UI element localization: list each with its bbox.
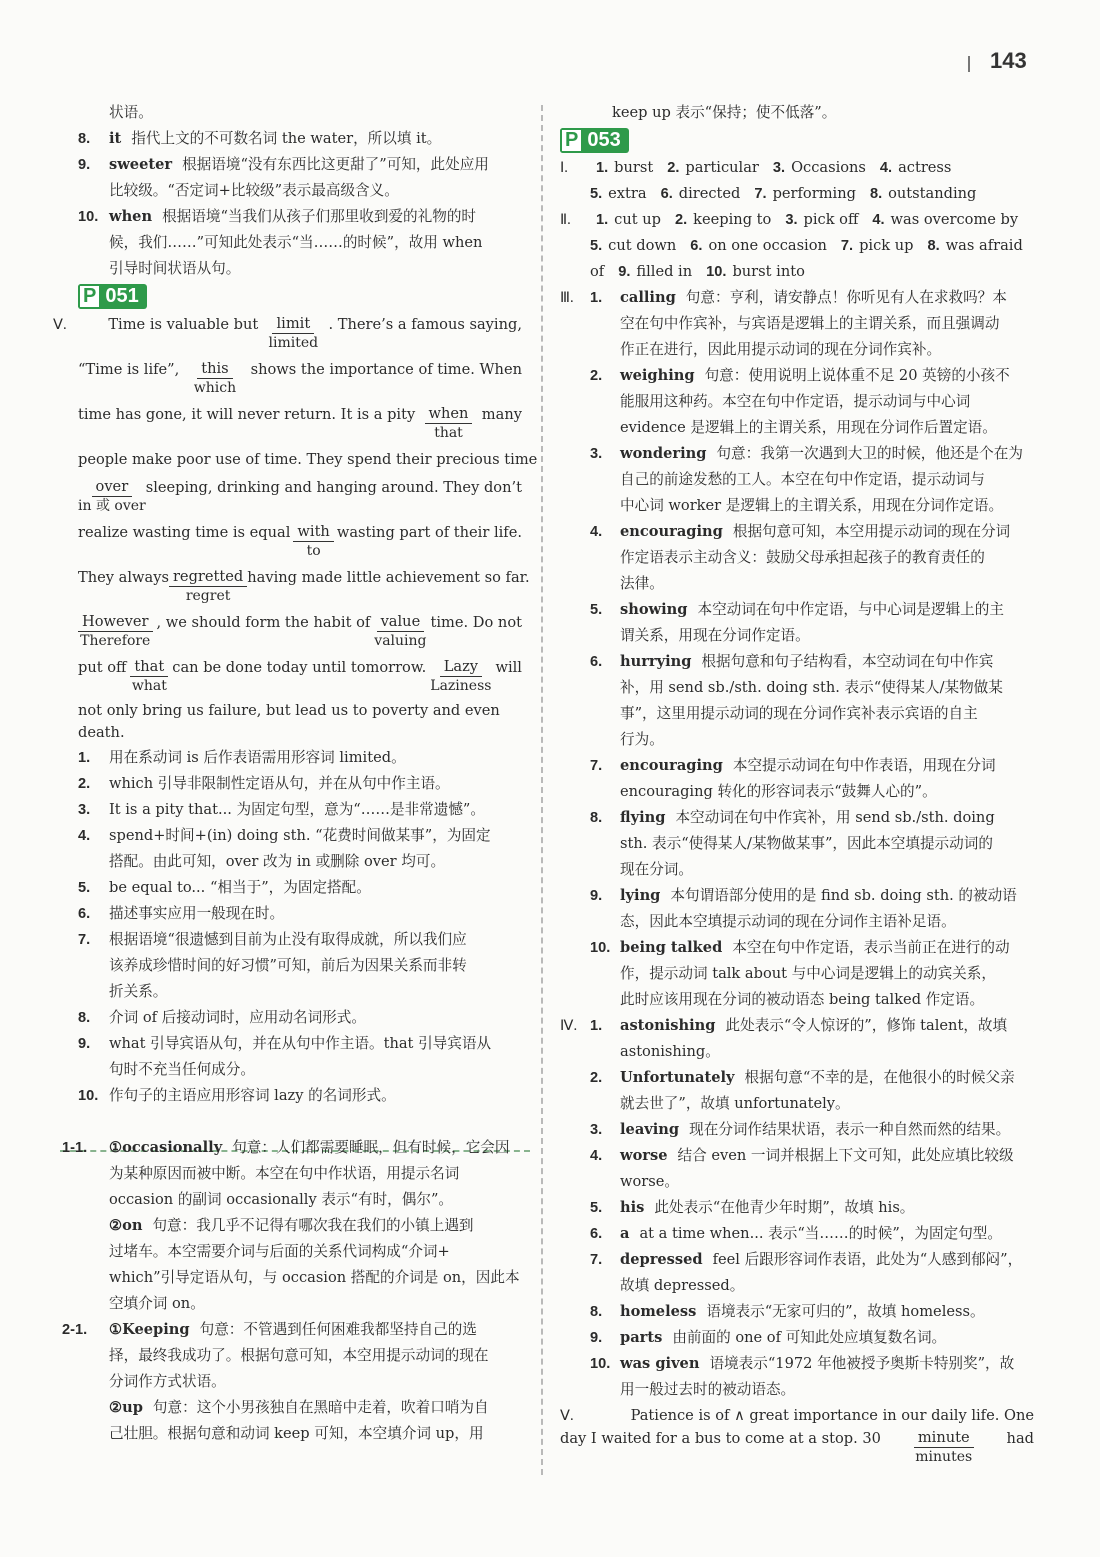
answer-word: Occasions — [791, 159, 866, 176]
answer-text: occasion 的副词 occasionally 表示“有时，偶尔”。 — [109, 1191, 454, 1208]
page-number: 143 — [990, 48, 1027, 73]
section-label: Ⅱ. — [560, 212, 571, 228]
item-number: 6. — [590, 1226, 603, 1242]
item-number: 1. — [78, 750, 91, 766]
answer-word: ①occasionally — [109, 1139, 223, 1156]
answer-word: directed — [678, 185, 741, 202]
answer-line — [560, 935, 1034, 961]
answer-word: was overcome by — [890, 211, 1019, 228]
answer-line — [560, 363, 1034, 389]
answer-line — [560, 883, 1034, 909]
answer-word: showing — [620, 601, 688, 618]
answer-word: it — [109, 130, 122, 147]
answer-line — [560, 1039, 1034, 1065]
item-number: 8. — [78, 131, 91, 147]
answer-text: 就去世了”，故填 unfortunately。 — [620, 1095, 850, 1112]
item-number: 1. — [596, 212, 609, 228]
item-number: 1. — [590, 290, 603, 306]
answer-word: astonishing — [620, 1017, 716, 1034]
answer-text: 句意：使用说明上说体重不足 20 英镑的小孩不 — [704, 367, 1010, 384]
item-number: 5. — [590, 238, 603, 254]
section-header-051 — [78, 284, 522, 309]
answer-row — [560, 259, 1034, 285]
section-label: Ⅲ. — [560, 290, 574, 306]
answer-line — [560, 311, 1034, 337]
answer-line — [560, 441, 1034, 467]
answer-line — [560, 779, 1034, 805]
section-label: Ⅴ. — [560, 1408, 574, 1424]
answer-text: 句意：不管遇到任何困难我都坚持自己的选 — [199, 1321, 477, 1338]
answer-text: 此处表示“在他青少年时期”，故填 his。 — [654, 1199, 915, 1216]
answer-word: hurrying — [620, 653, 692, 670]
item-number: 8. — [590, 1304, 603, 1320]
answer-line — [560, 1195, 1034, 1221]
answer-word: cut up — [614, 211, 661, 228]
answer-word: his — [620, 1199, 645, 1216]
answer-text: 择，最终我成功了。根据句意可知，本空用提示动词的现在 — [109, 1347, 489, 1364]
answer-word: cut down — [608, 237, 677, 254]
answer-word: was given — [620, 1355, 700, 1372]
answer-word: of — [590, 263, 605, 280]
answer-line — [78, 901, 522, 927]
answer-word: filled in — [636, 263, 693, 280]
part-4-answers — [560, 1013, 1034, 1403]
answer-text: 句时不充当任何成分。 — [109, 1061, 255, 1078]
item-number: 1-1. — [62, 1140, 88, 1156]
answer-text: evidence 是逻辑上的主谓关系，用现在分词作后置定语。 — [620, 419, 997, 436]
answer-text: 此处表示“令人惊讶的”，修饰 talent，故填 — [725, 1017, 1008, 1034]
item-number: 7. — [590, 758, 603, 774]
answer-line — [560, 649, 1034, 675]
answer-text: astonishing。 — [620, 1043, 720, 1060]
answer-line — [560, 493, 1034, 519]
answer-text: 本空动词在句中作宾补，用 send sb./sth. doing — [675, 809, 995, 826]
answer-line — [78, 1265, 522, 1291]
answer-line — [560, 1351, 1034, 1377]
answer-word: keeping to — [693, 211, 772, 228]
answer-line — [78, 1395, 522, 1421]
answer-line — [560, 961, 1034, 987]
left-top-answers — [78, 100, 522, 282]
answer-line — [560, 1325, 1034, 1351]
item-number: 5. — [590, 1200, 603, 1216]
answer-line — [78, 126, 522, 152]
item-number: 2. — [590, 368, 603, 384]
answer-text: 搭配。由此可知，over 改为 in 或删除 over 均可。 — [109, 853, 446, 870]
answer-text: 根据句意可知，本空用提示动词的现在分词 — [732, 523, 1011, 540]
section-label: Ⅴ. — [53, 317, 67, 333]
answer-word: extra — [608, 185, 647, 202]
answer-word: being talked — [620, 939, 723, 956]
item-number: 8. — [927, 238, 940, 254]
answer-text: 空在句中作宾补，与宾语是逻辑上的主谓关系，而且强调动 — [620, 315, 1000, 332]
item-number: 6. — [660, 186, 673, 202]
item-number: 9. — [618, 264, 631, 280]
part-5-passage: Ⅴ. Patience is of ∧ great importance in our daily life. One day I waited for a bus to come at a stop. 30 minute minutes had — [560, 1403, 1034, 1466]
answer-line — [560, 1169, 1034, 1195]
answer-text: 由前面的 one of 可知此处应填复数名词。 — [672, 1329, 947, 1346]
answer-text: 根据句意“不幸的是，在他很小的时候父亲 — [744, 1069, 1015, 1086]
answer-text: 用在系动词 is 后作表语需用形容词 limited。 — [109, 749, 406, 766]
answer-text: sth. 表示“使得某人/某物做某事”，因此本空填提示动词的 — [620, 835, 993, 852]
answer-text: 为某种原因而被中断。本空在句中作状语，用提示名词 — [109, 1165, 460, 1182]
answer-word: worse — [620, 1147, 668, 1164]
answer-line — [560, 831, 1034, 857]
item-number: 10. — [78, 209, 99, 225]
answer-text: 根据语境“很遗憾到目前为止没有取得成就，所以我们应 — [109, 931, 467, 948]
answer-line — [560, 753, 1034, 779]
item-number: 9. — [78, 157, 91, 173]
answer-line — [560, 1273, 1034, 1299]
answer-word: calling — [620, 289, 676, 306]
answer-text: what 引导宾语从句，并在从句中作主语。that 引导宾语从 — [109, 1035, 492, 1052]
answer-text: 根据语境“没有东西比这更甜了”可知，此处应用 — [182, 156, 489, 173]
answer-word: flying — [620, 809, 666, 826]
answer-text: 语境表示“1972 年他被授予奥斯卡特别奖”，故 — [709, 1355, 1015, 1372]
answer-text: 本空在句中作定语，表示当前正在进行的动 — [732, 939, 1010, 956]
answer-line — [560, 571, 1034, 597]
answer-text: 指代上文的不可数名词 the water，所以填 it。 — [131, 130, 442, 147]
item-number: 10. — [590, 940, 611, 956]
answer-text: 己壮胆。根据句意和动词 keep 可知，本空填介词 up，用 — [109, 1425, 484, 1442]
part-3-answers — [560, 285, 1034, 1013]
item-number: 8. — [590, 810, 603, 826]
answer-text: 候，我们……”可知此处表示“当……的时候”，故用 when — [109, 234, 483, 251]
answer-line — [78, 1369, 522, 1395]
item-number: 2. — [590, 1070, 603, 1086]
answer-word: ②up — [109, 1399, 143, 1416]
answer-line — [78, 1083, 522, 1109]
section-badge: P 053 — [560, 128, 629, 153]
item-number: 6. — [590, 654, 603, 670]
answer-line — [78, 1161, 522, 1187]
answer-text: 作句子的主语应用形容词 lazy 的名词形式。 — [109, 1087, 396, 1104]
answer-text: 本空动词在句中作定语，与中心词是逻辑上的主 — [697, 601, 1004, 618]
answer-line — [78, 1239, 522, 1265]
cloze-passage: Ⅴ. Time is valuable but limit limited . There’s a famous saying, “Time is life”, this which shows the importance of time. When time has gone, it will never return. It is a pity when that many people make poor use of time. They spend their precious time over in 或 over sleeping, drinking and hanging around. They don’t realize wasting time is equal with to wasting part of their life. They always regretted regret having made little achievement so far. However Therefore , we should form the habit of value valuing time. Do not put off that what can be done today until tomorrow. Lazy Laziness will not only bring us failure, but lead us to poverty and even death. — [53, 315, 538, 741]
item-number: 10. — [78, 1088, 99, 1104]
answer-word: actress — [898, 159, 952, 176]
answer-word: Unfortunately — [620, 1069, 735, 1086]
column-separator — [541, 105, 543, 1475]
answer-word: pick off — [803, 211, 859, 228]
answer-text: spend+时间+(in) doing sth. “花费时间做某事”，为固定 — [109, 827, 491, 844]
item-number: 4. — [590, 524, 603, 540]
answer-text: 句意：亨利，请安静点！你听见有人在求救吗？本 — [685, 289, 1007, 306]
answer-text: 能服用这种药。本空在句中作定语，提示动词与中心词 — [620, 393, 971, 410]
answer-row — [560, 233, 1034, 259]
answer-text: 分词作方式状语。 — [109, 1373, 226, 1390]
answer-text: 句意：我第一次遇到大卫的时候，他还是个在为 — [716, 445, 1023, 462]
item-number: 2. — [675, 212, 688, 228]
answer-line — [560, 1013, 1034, 1039]
answer-line — [78, 1057, 522, 1083]
answer-word: when — [109, 208, 153, 225]
item-number: 4. — [879, 160, 893, 176]
item-number: 7. — [754, 186, 767, 202]
cloze-explanations — [78, 745, 522, 1109]
answer-text: 法律。 — [620, 575, 664, 592]
answer-line — [560, 337, 1034, 363]
answer-line — [560, 987, 1034, 1013]
item-number: 5. — [590, 602, 603, 618]
answer-word: pick up — [859, 237, 914, 254]
answer-line — [78, 152, 522, 178]
left-column — [53, 100, 538, 1447]
answer-line — [78, 927, 522, 953]
answer-text: 故填 depressed。 — [620, 1277, 745, 1294]
answer-word: was afraid — [945, 237, 1023, 254]
item-number: 3. — [590, 1122, 603, 1138]
answer-word: on one occasion — [708, 237, 827, 254]
answer-line — [78, 1291, 522, 1317]
answer-line — [78, 1187, 522, 1213]
answer-word: homeless — [620, 1303, 697, 1320]
item-number: 3. — [590, 446, 603, 462]
answer-text: 作定语表示主动含义：鼓励父母承担起孩子的教育责任的 — [620, 549, 985, 566]
item-number: 4. — [590, 1148, 603, 1164]
item-number: 7. — [590, 1252, 603, 1268]
answer-word: ②on — [109, 1217, 143, 1234]
item-number: 6. — [78, 906, 91, 922]
answer-text: 作，提示动词 talk about 与中心词是逻辑上的动宾关系， — [620, 965, 996, 982]
section-header-053 — [560, 128, 1034, 153]
answer-text: 现在分词。 — [620, 861, 693, 878]
answer-text: 态，因此本空填提示动词的现在分词作主语补足语。 — [620, 913, 956, 930]
answer-line — [78, 849, 522, 875]
answer-row — [560, 181, 1034, 207]
answer-word: outstanding — [888, 185, 977, 202]
answer-line — [560, 857, 1034, 883]
answer-text: 状语。 — [109, 104, 153, 121]
answer-text: 事”，这里用提示动词的现在分词作宾补表示宾语的自主 — [620, 705, 978, 722]
answer-line — [78, 100, 522, 126]
left-bottom-answers — [62, 1135, 522, 1447]
answer-row — [560, 155, 1034, 181]
answer-word: encouraging — [620, 523, 723, 540]
answer-text: 介词 of 后接动词时，应用动名词形式。 — [109, 1009, 366, 1026]
answer-line — [78, 204, 522, 230]
item-number: 10. — [706, 264, 727, 280]
answer-line — [560, 1143, 1034, 1169]
item-number: 3. — [785, 212, 798, 228]
item-number: 3. — [772, 160, 786, 176]
answer-word: performing — [772, 185, 856, 202]
answer-line — [78, 1031, 522, 1057]
answer-text: be equal to... “相当于”，为固定搭配。 — [109, 879, 371, 896]
answer-word: wondering — [620, 445, 707, 462]
item-number: 7. — [78, 932, 91, 948]
answer-row — [560, 207, 1034, 233]
answer-word: lying — [620, 887, 661, 904]
answer-word: ①Keeping — [109, 1321, 190, 1338]
answer-text: 描述事实应用一般现在时。 — [109, 905, 285, 922]
answer-text: 用一般过去时的被动语态。 — [620, 1381, 796, 1398]
answer-text: 句意：人们都需要睡眠，但有时候，它会因 — [232, 1139, 510, 1156]
item-number: 1. — [590, 1018, 603, 1034]
answer-line — [560, 805, 1034, 831]
answer-line — [560, 623, 1034, 649]
answer-line — [560, 1221, 1034, 1247]
answer-word: particular — [685, 159, 759, 176]
answer-text: feel 后跟形容词作表语，此处为“人感到郁闷”， — [712, 1251, 1023, 1268]
answer-line — [78, 797, 522, 823]
answer-line — [62, 1317, 522, 1343]
answer-line — [78, 875, 522, 901]
answer-line — [560, 597, 1034, 623]
answer-line — [560, 467, 1034, 493]
answer-line — [560, 1065, 1034, 1091]
answer-line — [560, 1377, 1034, 1403]
answer-text: 作正在进行，因此用提示动词的现在分词作宾补。 — [620, 341, 942, 358]
answer-text: 句意：这个小男孩独自在黑暗中走着，吹着口哨为自 — [152, 1399, 489, 1416]
item-number: 6. — [690, 238, 703, 254]
answer-line — [78, 823, 522, 849]
answer-line — [560, 1117, 1034, 1143]
item-number: 4. — [78, 828, 91, 844]
answer-line — [560, 285, 1034, 311]
answer-text: 此时应该用现在分词的被动语态 being talked 作定语。 — [620, 991, 985, 1008]
answer-word: burst into — [732, 263, 805, 280]
answer-line — [78, 953, 522, 979]
answer-line — [78, 771, 522, 797]
answer-text: 过堵车。本空需要介词与后面的关系代词构成“介词+ — [109, 1243, 450, 1260]
item-number: 2. — [78, 776, 91, 792]
item-number: 5. — [78, 880, 91, 896]
item-number: 10. — [590, 1356, 611, 1372]
answer-word: burst — [614, 159, 654, 176]
answer-text: 本空提示动词在句中作表语，用现在分词 — [732, 757, 996, 774]
section-label: Ⅰ. — [560, 160, 568, 176]
item-number: 2. — [667, 160, 680, 176]
answer-line — [78, 1421, 522, 1447]
answer-text: 句意：我几乎不记得有哪次我在我们的小镇上遇到 — [152, 1217, 474, 1234]
answer-word: depressed — [620, 1251, 703, 1268]
answer-text: 补，用 send sb./sth. doing sth. 表示“使得某人/某物做某 — [620, 679, 1003, 696]
continued-text: keep up 表示“保持；使不低落”。 — [612, 104, 837, 121]
answer-text: 根据语境“当我们从孩子们那里收到爱的礼物的时 — [162, 208, 477, 225]
section-badge: P 051 — [78, 284, 147, 309]
answer-line — [78, 745, 522, 771]
answer-line — [78, 230, 522, 256]
answer-line — [560, 701, 1034, 727]
answer-text: 行为。 — [620, 731, 664, 748]
answer-line — [560, 727, 1034, 753]
answer-text: 自己的前途发愁的工人。本空在句中作定语，提示动词与 — [620, 471, 985, 488]
item-number: 5. — [590, 186, 603, 202]
answer-text: which 引导非限制性定语从句，并在从句中作主语。 — [109, 775, 450, 792]
answer-text: 比较级。“否定词+比较级”表示最高级含义。 — [109, 182, 399, 199]
answer-line — [78, 979, 522, 1005]
answer-text: worse。 — [620, 1173, 679, 1190]
answer-text: 根据句意和句子结构看，本空动词在句中作宾 — [701, 653, 994, 670]
item-number: 7. — [840, 238, 854, 254]
answer-text: at a time when... 表示“当……的时候”，为固定句型。 — [639, 1225, 1002, 1242]
answer-line — [78, 256, 522, 282]
answer-text: encouraging 转化的形容词表示“鼓舞人心的”。 — [620, 783, 937, 800]
item-number: 9. — [590, 888, 603, 904]
answer-line — [560, 415, 1034, 441]
item-number: 4. — [872, 212, 885, 228]
answer-line — [560, 519, 1034, 545]
answer-line — [560, 389, 1034, 415]
item-number: 9. — [590, 1330, 603, 1346]
answer-line — [78, 1343, 522, 1369]
answer-line — [560, 1247, 1034, 1273]
right-column — [560, 100, 1034, 1466]
item-number: 2-1. — [62, 1322, 88, 1338]
answer-word: sweeter — [109, 156, 173, 173]
answer-text: 本句谓语部分使用的是 find sb. doing sth. 的被动语 — [670, 887, 1017, 904]
item-number: 9. — [78, 1036, 91, 1052]
part-1-answers — [560, 155, 1034, 207]
answer-line — [560, 545, 1034, 571]
answer-text: 现在分词作结果状语，表示一种自然而然的结果。 — [689, 1121, 1011, 1138]
answer-word: parts — [620, 1329, 663, 1346]
answer-text: 语境表示“无家可归的”，故填 homeless。 — [706, 1303, 985, 1320]
answer-text: 该养成珍惜时间的好习惯”可知，前后为因果关系而非转 — [109, 957, 467, 974]
answer-text: which”引导定语从句，与 occasion 搭配的介词是 on，因此本 — [109, 1269, 520, 1286]
answer-text: 结合 even 一词并根据上下文可知，此处应填比较级 — [677, 1147, 1014, 1164]
answer-text: 谓关系，用现在分词作定语。 — [620, 627, 810, 644]
answer-line — [78, 1213, 522, 1239]
answer-line — [78, 178, 522, 204]
answer-text: 空填介词 on。 — [109, 1295, 205, 1312]
part-2-answers — [560, 207, 1034, 285]
item-number: 3. — [78, 802, 91, 818]
answer-line — [560, 675, 1034, 701]
answer-text: 折关系。 — [109, 983, 168, 1000]
answer-line — [560, 1091, 1034, 1117]
answer-word: leaving — [620, 1121, 680, 1138]
answer-text: 引导时间状语从句。 — [109, 260, 241, 277]
answer-line — [560, 1299, 1034, 1325]
item-number: 8. — [78, 1010, 91, 1026]
item-number: 1. — [596, 160, 609, 176]
answer-text: 中心词 worker 是逻辑上的主谓关系，用现在分词作定语。 — [620, 497, 1004, 514]
answer-line — [78, 1005, 522, 1031]
answer-line — [560, 909, 1034, 935]
answer-text: It is a pity that... 为固定句型，意为“……是非常遗憾”。 — [109, 801, 485, 818]
answer-word: a — [620, 1225, 630, 1242]
answer-word: encouraging — [620, 757, 723, 774]
answer-line — [62, 1135, 522, 1161]
answer-word: weighing — [620, 367, 695, 384]
header-divider — [968, 56, 970, 72]
section-label: Ⅳ. — [560, 1018, 578, 1034]
item-number: 8. — [869, 186, 883, 202]
